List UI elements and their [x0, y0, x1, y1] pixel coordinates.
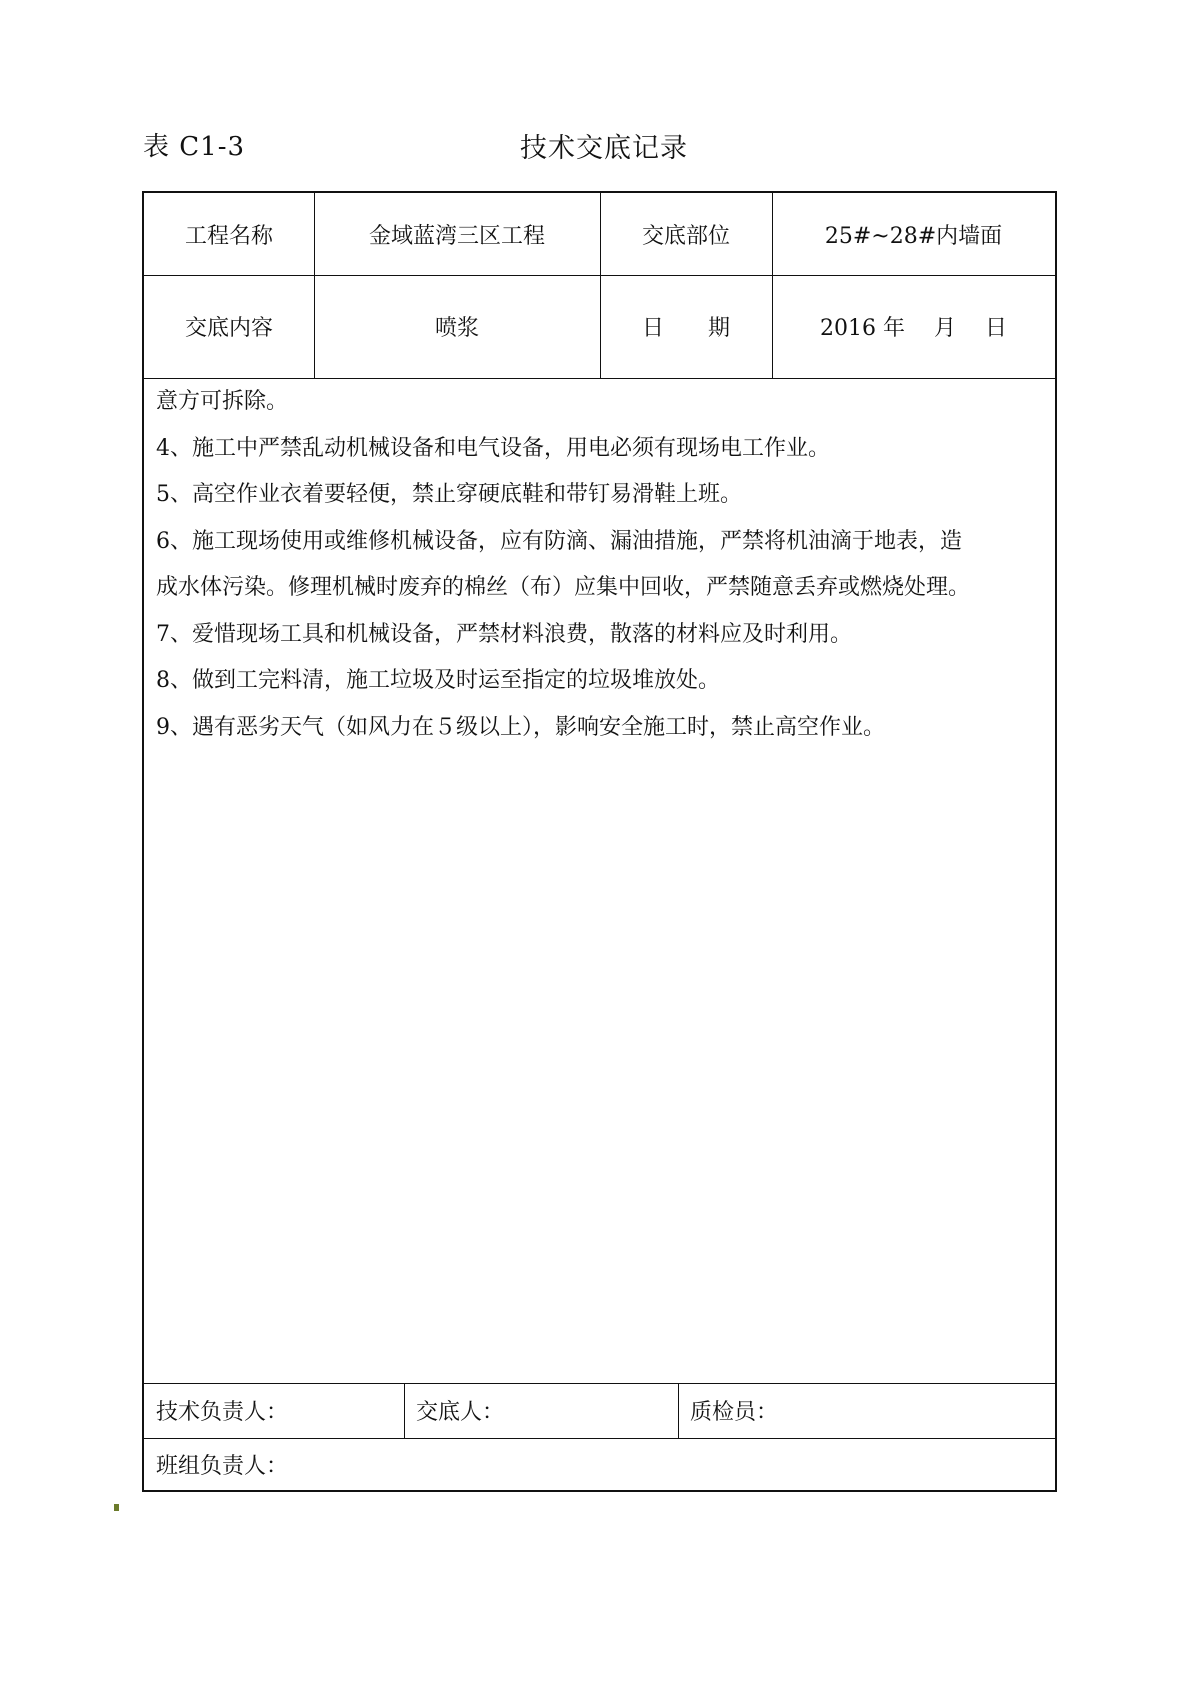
location-label: 交底部位: [641, 223, 730, 249]
content-line: 4、施工中严禁乱动机械设备和电气设备，用电必须有现场电工作业。: [156, 435, 830, 461]
disclosure-content: [156, 379, 1051, 751]
content-label: 交底内容: [184, 316, 273, 341]
content-line: 成水体污染。修理机械时废弃的棉丝（布）应集中回收，严禁随意丢弃或燃烧处理。: [156, 575, 971, 600]
content-line: 9、遇有恶劣天气（如风力在５级以上），影响安全施工时，禁止高空作业。: [156, 714, 885, 740]
project-name-label: 工程名称: [184, 223, 273, 249]
team-lead-label: 班组负责人：: [156, 1453, 289, 1479]
project-name-value: 金域蓝湾三区工程: [368, 223, 545, 249]
content-line: 8、做到工完料清，施工垃圾及时运至指定的垃圾堆放处。: [156, 668, 720, 693]
location-value: 25#~28#内墙面: [824, 223, 1003, 249]
tech-lead-label: 技术负责人：: [156, 1400, 289, 1425]
content-value: 喷浆: [434, 316, 479, 341]
content-line: 5、高空作业衣着要轻便，禁止穿硬底鞋和带钉易滑鞋上班。: [156, 482, 742, 507]
date-label: 日 期: [641, 316, 730, 341]
inspector-label: 质检员：: [690, 1400, 779, 1425]
content-line: 6、施工现场使用或维修机械设备，应有防滴、漏油措施，严禁将机油滴于地表，造: [156, 528, 962, 554]
content-line: 意方可拆除。: [156, 389, 289, 414]
document-title: 技术交底记录: [520, 133, 688, 164]
date-value: 2016 年 月 日: [820, 316, 1007, 341]
scan-mark: [114, 1504, 119, 1511]
discloser-label: 交底人：: [416, 1400, 505, 1425]
disclosure-form-table: [142, 191, 1057, 1492]
content-line: 7、爱惜现场工具和机械设备，严禁材料浪费，散落的材料应及时利用。: [156, 621, 852, 647]
form-code: 表 C1-3: [143, 132, 246, 162]
